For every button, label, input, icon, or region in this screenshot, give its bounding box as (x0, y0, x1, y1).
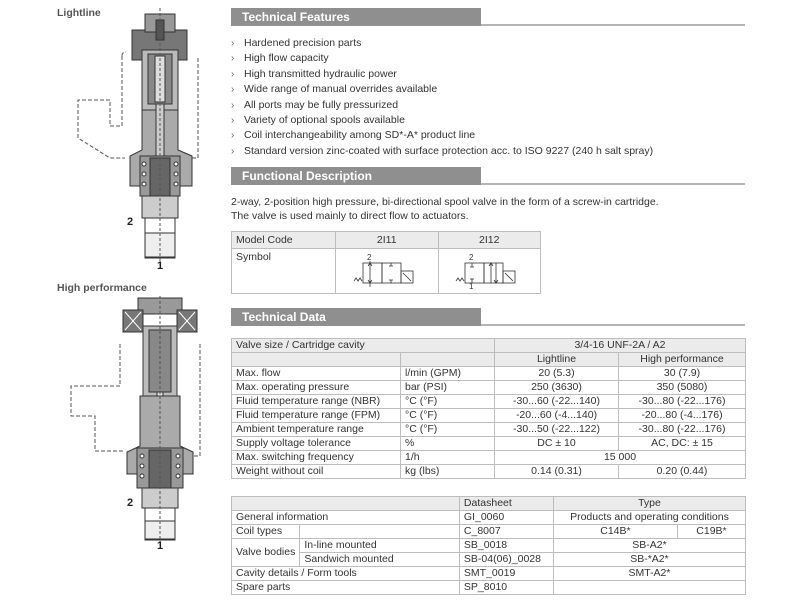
symbol-label: Symbol (232, 249, 336, 294)
chevron-right-icon: › (231, 114, 235, 126)
section-divider (481, 324, 745, 326)
feature-item: › Variety of optional spools available (231, 113, 653, 128)
lightline-cross-section-drawing (70, 8, 210, 270)
table-row: Coil types C_8007 C14B* C19B* (232, 525, 746, 539)
section-divider (481, 24, 745, 26)
valve-symbol-2i11-icon (352, 251, 422, 289)
feature-item: › High transmitted hydraulic power (231, 67, 653, 82)
table-header-row: Datasheet Type (232, 497, 746, 511)
datasheet-reference-table (231, 496, 746, 595)
feature-item: › All ports may be fully pressurized (231, 98, 653, 113)
feature-item: › Hardened precision parts (231, 36, 653, 51)
chevron-right-icon: › (231, 53, 235, 65)
chevron-right-icon: › (231, 145, 235, 157)
feature-item: › High flow capacity (231, 51, 653, 66)
section-title: Functional Description (242, 169, 373, 183)
section-divider (481, 183, 745, 185)
section-header-functional-description (231, 167, 745, 187)
technical-data-table (231, 338, 746, 479)
figure-label-high-performance: High performance (57, 282, 147, 294)
table-variant-row: Lightline High performance (232, 353, 746, 367)
functional-description-text: 2-way, 2-position high pressure, bi-directional spool valve in the form of a screw-in cartridge. The valve is used mainly to direct flow to actuators. (231, 196, 659, 222)
chevron-right-icon: › (231, 38, 235, 49)
section-title: Technical Data (242, 310, 326, 324)
feature-item: › Coil interchangeability among SD*-A* product line (231, 128, 653, 143)
symbol-2i11-cell (336, 249, 439, 294)
table-row: Sandwich mounted SB-04(06)_0028 SB-*A2* (232, 553, 746, 567)
table-row: Cavity details / Form tools SMT_0019 SMT-A2* (232, 567, 746, 581)
symbol-2i12-cell (438, 249, 541, 294)
chevron-right-icon: › (231, 68, 235, 80)
feature-list (231, 36, 653, 159)
port-label-1: 1 (157, 260, 164, 272)
table-row: Ambient temperature range °C (°F) -30...50 (-22...122) -30...80 (-22...176) (232, 423, 746, 437)
svg-text:1: 1 (469, 282, 474, 289)
section-header-technical-data (231, 308, 745, 328)
section-header-technical-features (231, 8, 745, 28)
figure-label-lightline: Lightline (57, 7, 101, 19)
svg-text:2: 2 (366, 253, 372, 262)
high-performance-cross-section-drawing (65, 296, 210, 546)
port-label-2: 2 (127, 216, 134, 228)
table-row: Fluid temperature range (FPM) °C (°F) -20...60 (-4...140) -20...80 (-4...176) (232, 409, 746, 423)
feature-item: › Standard version zinc-coated with surface protection acc. to ISO 9227 (240 h salt spray) (231, 144, 653, 159)
table-row: Fluid temperature range (NBR) °C (°F) -30...60 (-22...140) -30...80 (-22...176) (232, 395, 746, 409)
model-code-2i12: 2I12 (438, 232, 541, 249)
table-row: Spare parts SP_8010 (232, 581, 746, 595)
section-title: Technical Features (242, 10, 350, 24)
valve-symbol-2i12-icon (454, 251, 524, 289)
model-code-label: Model Code (232, 232, 336, 249)
chevron-right-icon: › (231, 84, 235, 96)
port-label-1: 1 (157, 540, 164, 552)
table-row: Weight without coil kg (lbs) 0.14 (0.31) 0.20 (0.44) (232, 465, 746, 479)
svg-text:2: 2 (469, 253, 474, 262)
feature-item: › Wide range of manual overrides available (231, 82, 653, 97)
model-code-2i11: 2I11 (336, 232, 439, 249)
model-code-table (231, 231, 541, 294)
chevron-right-icon: › (231, 130, 235, 142)
table-row: Max. switching frequency 1/h 15 000 (232, 451, 746, 465)
table-row: Supply voltage tolerance % DC ± 10 AC, DC: ± 15 (232, 437, 746, 451)
chevron-right-icon: › (231, 99, 235, 111)
table-row: Max. flow l/min (GPM) 20 (5.3) 30 (7.9) (232, 367, 746, 381)
port-label-2: 2 (127, 497, 134, 509)
table-row: General information GI_0060 Products and operating conditions (232, 511, 746, 525)
table-row: Max. operating pressure bar (PSI) 250 (3630) 350 (5080) (232, 381, 746, 395)
table-row: Valve bodies In-line mounted SB_0018 SB-A2* (232, 539, 746, 553)
table-header-row: Valve size / Cartridge cavity 3/4-16 UNF-2A / A2 (232, 339, 746, 353)
